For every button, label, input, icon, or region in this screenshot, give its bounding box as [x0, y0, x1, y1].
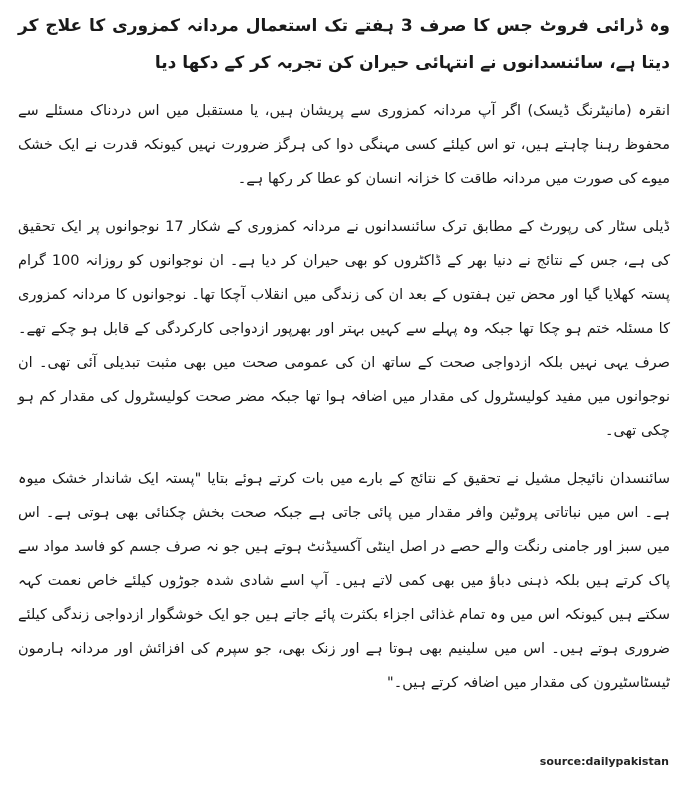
article-paragraph-study: ڈیلی سٹار کی رپورٹ کے مطابق ترک سائنسدانوں نے مردانہ کمزوری کے شکار 17 نوجوانوں پر ایک تحقیق کی ہے، جس کے نتائج نے دنیا بھر کے ڈاکٹروں کو بھی حیران کر دیا ہے۔ ان نوجوانوں کو روزانہ 100 گرام پستہ کھلایا گیا اور محض تین ہفتوں کے بعد ان کی زندگی میں انقلاب آچکا تھا۔ نوجوانوں کا مردانہ کمزوری کا مسئلہ ختم ہو چکا تھا جبکہ وہ پہلے سے کہیں بہتر اور بھرپور ازدواجی کارکردگی کے قابل ہو چکے تھے۔ صرف یہی نہیں بلکہ ازدواجی صحت کے ساتھ ان کی عمومی صحت میں بھی مثبت تبدیلی آئی تھی۔ ان نوجوانوں میں مفید کولیسٹرول کی مقدار میں اضافہ ہوا تھا جبکہ مضر صحت کولیسٹرول کی مقدار کم ہو چکی تھی۔: [18, 219, 671, 439]
article-paragraph-quote: سائنسدان نائیجل مشیل نے تحقیق کے نتائج کے بارے میں بات کرتے ہوئے بتایا "پستہ ایک شاندار خشک میوہ ہے۔ اس میں نباتاتی پروٹین وافر مقدار میں پائی جاتی ہے جبکہ صحت بخش چکنائی بھی ہوتی ہے۔ اس میں سبز اور جامنی رنگت والے حصے در اصل اینٹی آکسیڈنٹ ہوتے ہیں جو نہ صرف جسم کو فاسد مواد سے پاک کرتے ہیں بلکہ ذہنی دباؤ میں بھی کمی لاتے ہیں۔ آپ اسے شادی شدہ جوڑوں کیلئے خاص نعمت کہہ سکتے ہیں کیونکہ اس میں وہ تمام غذائی اجزاء بکثرت پائے جاتے ہیں جو ایک خوشگوار ازدواجی زندگی کیلئے ضروری ہوتے ہیں۔ اس میں سلینیم بھی ہوتا ہے اور زنک بھی، جو سپرم کی افزائش اور مردانہ ہارمون ٹیسٹاسٹیرون کی مقدار میں اضافہ کرتے ہیں۔": [18, 471, 670, 691]
article-paragraph-intro: انقرہ (مانیٹرنگ ڈیسک) اگر آپ مردانہ کمزوری سے پریشان ہیں، یا مستقبل میں اس دردناک مسئلے سے محفوظ رہنا چاہتے ہیں، تو اس کیلئے کسی مہنگی دوا کی ہرگز ضرورت نہیں کیونکہ قدرت نے ایک خشک میوے کی صورت میں مردانہ طاقت کا خزانہ انسان کو عطا کر رکھا ہے۔: [18, 103, 670, 187]
article-headline: وہ ڈرائی فروٹ جس کا صرف 3 ہفتے تک استعمال مردانہ کمزوری کا علاج کر دیتا ہے، سائنسدانوں نے انتہائی حیران کن تجربہ کر کے دکھا دیا: [18, 16, 671, 73]
article-body: [18, 8, 670, 714]
source-credit: source:dailypakistan: [539, 755, 669, 768]
